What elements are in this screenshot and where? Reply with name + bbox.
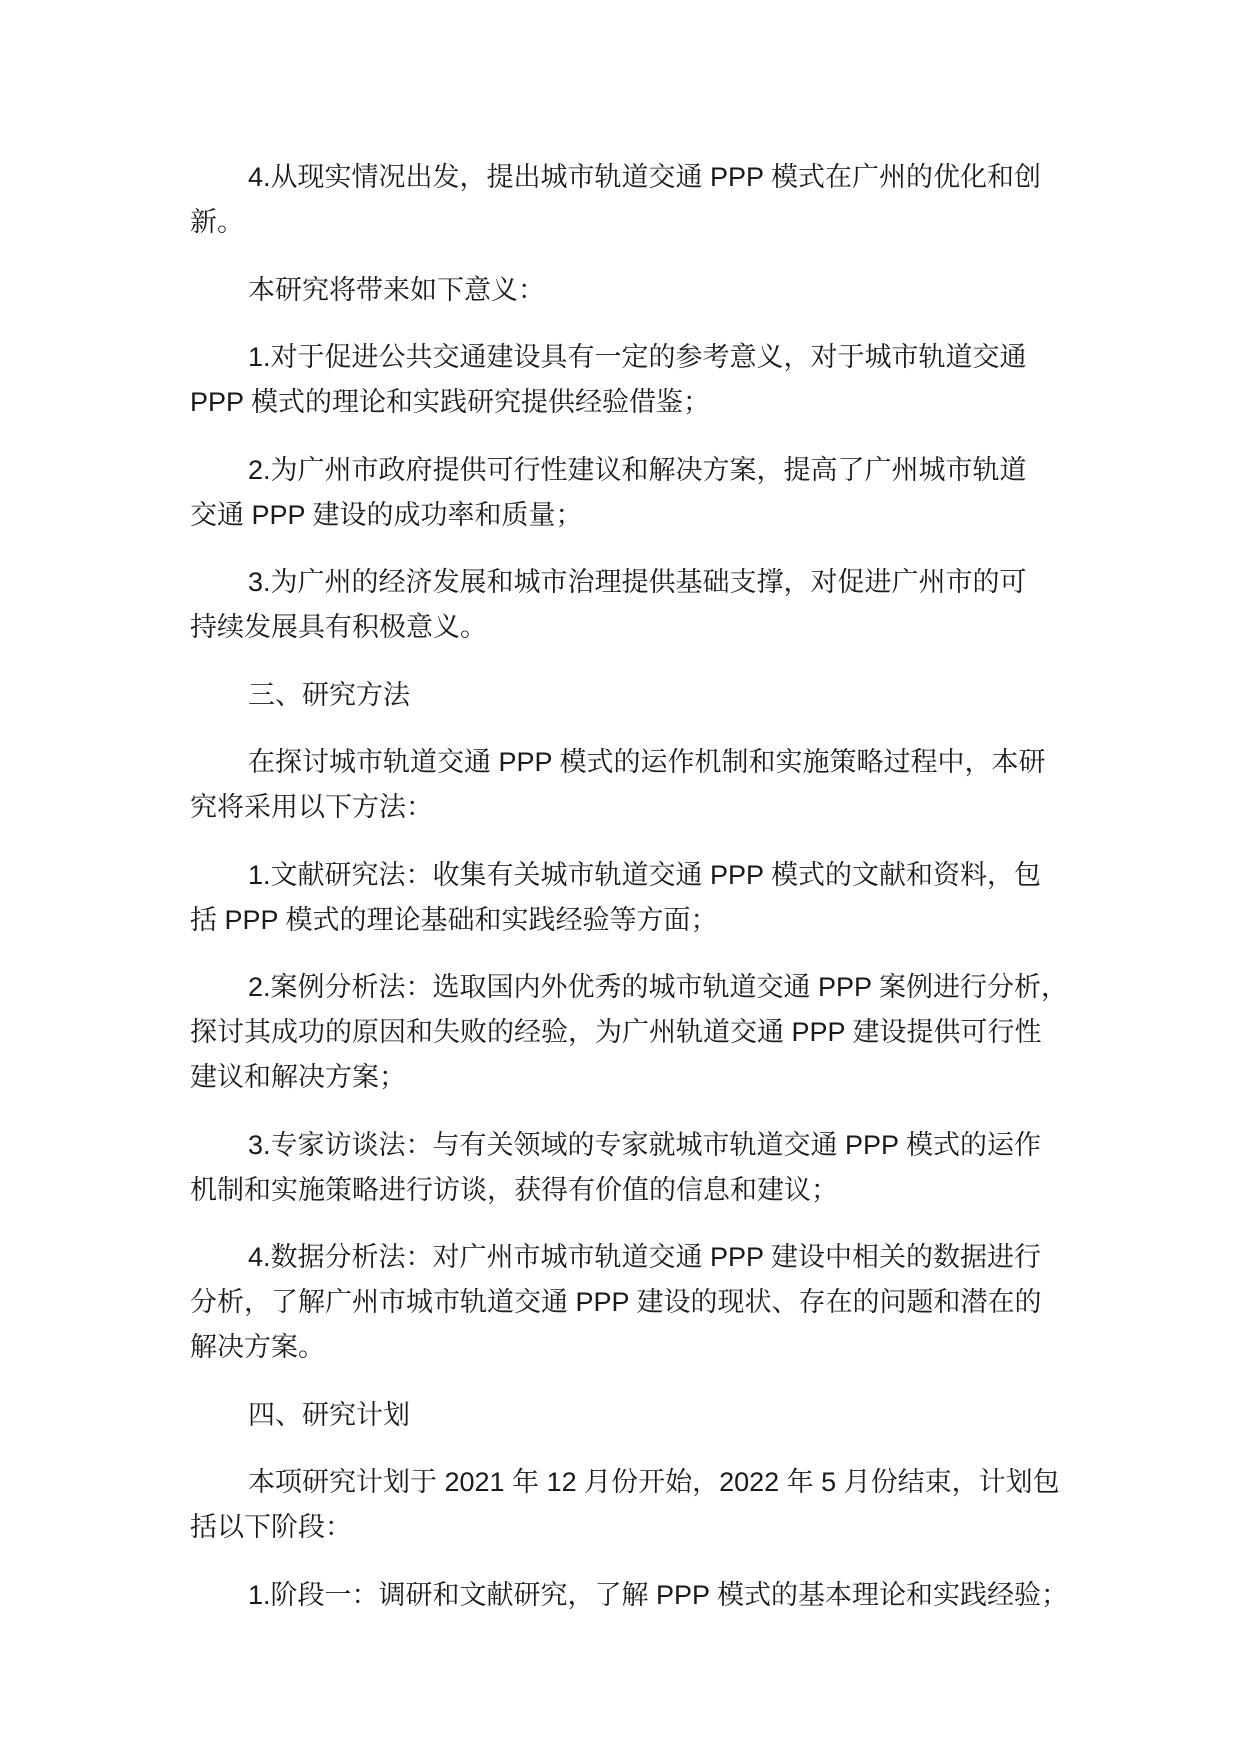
text-line: 究将采用以下方法： bbox=[190, 792, 433, 822]
text-line: 1.文献研究法：收集有关城市轨道交通 PPP 模式的文献和资料，包 bbox=[248, 859, 1042, 890]
text-line: 2.案例分析法：选取国内外优秀的城市轨道交通 PPP 案例进行分析， bbox=[248, 972, 1069, 1002]
text-line: 1.对于促进公共交通建设具有一定的参考意义，对于城市轨道交通 bbox=[248, 342, 1027, 372]
section-heading: 三、研究方法 bbox=[248, 679, 410, 710]
paragraph bbox=[190, 268, 1070, 313]
text-line: 4.数据分析法：对广州市城市轨道交通 PPP 建设中相关的数据进行 bbox=[248, 1242, 1042, 1272]
paragraph bbox=[190, 155, 1070, 245]
text-line: 2.为广州市政府提供可行性建议和解决方案，提高了广州城市轨道 bbox=[248, 454, 1027, 485]
text-line: 括 PPP 模式的理论基础和实践经验等方面； bbox=[190, 904, 718, 935]
text-line: 建议和解决方案； bbox=[190, 1062, 406, 1092]
paragraph bbox=[190, 560, 1070, 650]
text-line: 解决方案。 bbox=[190, 1332, 325, 1362]
text-line: PPP 模式的理论和实践研究提供经验借鉴； bbox=[190, 387, 711, 417]
text-line: 持续发展具有积极意义。 bbox=[190, 612, 487, 642]
text-line: 机制和实施策略进行访谈，获得有价值的信息和建议； bbox=[190, 1174, 838, 1205]
text-line: 3.专家访谈法：与有关领域的专家就城市轨道交通 PPP 模式的运作 bbox=[248, 1129, 1042, 1160]
paragraph bbox=[190, 1235, 1070, 1370]
text-line: 本研究将带来如下意义： bbox=[248, 274, 545, 305]
paragraph bbox=[190, 740, 1070, 830]
paragraph bbox=[190, 335, 1070, 425]
paragraph bbox=[190, 448, 1070, 538]
section-heading: 四、研究计划 bbox=[248, 1399, 410, 1430]
paragraph bbox=[190, 1460, 1070, 1550]
text-line: 本项研究计划于 2021 年 12 月份开始，2022 年 5 月份结束，计划包 bbox=[248, 1467, 1060, 1497]
text-line: 在探讨城市轨道交通 PPP 模式的运作机制和实施策略过程中，本研 bbox=[248, 747, 1046, 777]
text-line: 1.阶段一：调研和文献研究，了解 PPP 模式的基本理论和实践经验； bbox=[248, 1579, 1069, 1610]
section-heading-paragraph bbox=[190, 673, 1070, 718]
section-heading-paragraph bbox=[190, 1393, 1070, 1438]
text-line: 3.为广州的经济发展和城市治理提供基础支撑，对促进广州市的可 bbox=[248, 567, 1027, 597]
text-line: 探讨其成功的原因和失败的经验，为广州轨道交通 PPP 建设提供可行性 bbox=[190, 1017, 1042, 1047]
paragraph bbox=[190, 853, 1070, 943]
paragraph bbox=[190, 965, 1070, 1100]
text-line: 括以下阶段： bbox=[190, 1512, 352, 1542]
text-line: 4.从现实情况出发，提出城市轨道交通 PPP 模式在广州的优化和创 bbox=[248, 162, 1042, 192]
document-body bbox=[190, 155, 1070, 1640]
text-line: 分析，了解广州市城市轨道交通 PPP 建设的现状、存在的问题和潜在的 bbox=[190, 1287, 1042, 1317]
text-line: 交通 PPP 建设的成功率和质量； bbox=[190, 499, 583, 530]
paragraph bbox=[190, 1123, 1070, 1213]
paragraph bbox=[190, 1573, 1070, 1618]
text-line: 新。 bbox=[190, 207, 244, 237]
